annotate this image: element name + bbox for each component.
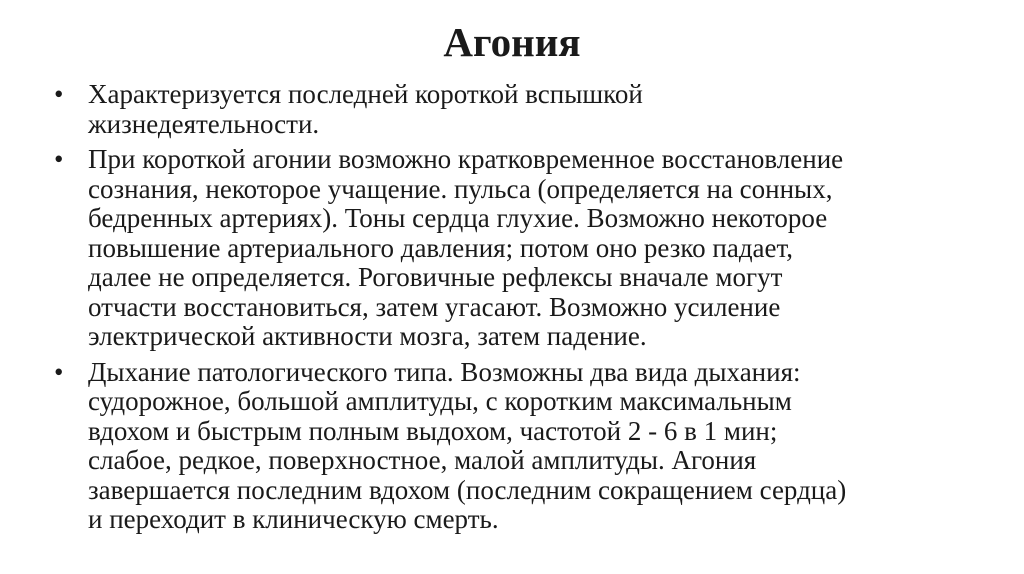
bullet-item	[52, 80, 982, 139]
bullet-item	[52, 145, 982, 352]
bullet-text-line: Дыхание патологического типа. Возможны два вида дыхания:	[88, 356, 801, 387]
bullet-text-line: повышение артериального давления; потом оно резко падает,	[88, 232, 794, 263]
bullet-text-line: сознания, некоторое учащение. пульса (определяется на сонных,	[88, 173, 833, 204]
bullet-text-line: бедренных артериях). Тоны сердца глухие. Возможно некоторое	[88, 203, 828, 233]
bullet-text-line: и переходит в клиническую смерть.	[88, 504, 499, 534]
bullet-dot-icon: •	[54, 356, 64, 387]
bullet-text-line: жизнедеятельности.	[88, 108, 320, 139]
bullet-text-line: вдохом и быстрым полным выдохом, частотой 2 - 6 в 1 мин;	[88, 415, 778, 446]
bullet-text-line: электрической активности мозга, затем падение.	[88, 321, 647, 351]
bullet-dot-icon: •	[54, 144, 64, 174]
bullet-dot-icon: •	[54, 79, 64, 109]
bullet-text-line: отчасти восстановиться, затем угасают. Возможно усиление	[88, 291, 781, 322]
bullet-text-line: При короткой агонии возможно кратковременное восстановление	[88, 144, 844, 174]
bullet-item	[52, 358, 982, 535]
bullet-text-line: судорожное, большой амплитуды, с коротким максимальным	[88, 386, 792, 416]
slide-title: Агония	[443, 19, 581, 65]
bullet-text-line: слабое, редкое, поверхностное, малой амплитуды. Агония	[88, 445, 757, 475]
bullet-text-line: далее не определяется. Роговичные рефлексы вначале могут	[88, 262, 783, 292]
bullet-list	[52, 80, 982, 541]
bullet-text-line: завершается последним вдохом (последним сокращением сердца)	[88, 474, 847, 505]
bullet-text-line: Характеризуется последней короткой вспышкой	[88, 79, 643, 109]
